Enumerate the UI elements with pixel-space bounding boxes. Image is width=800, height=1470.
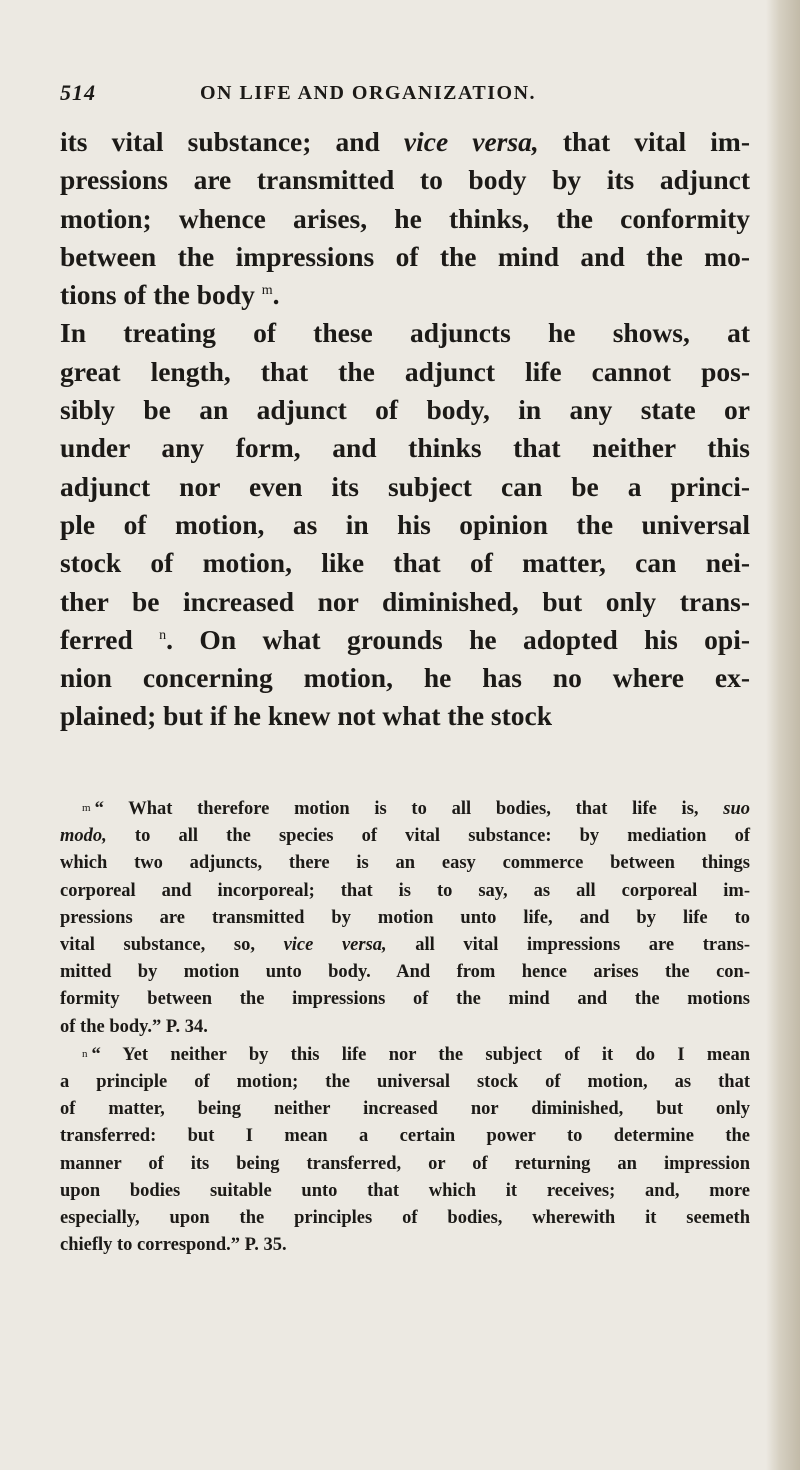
footnote-m — [60, 795, 750, 1041]
footnote-line: corporeal and incorporeal; that is to say, as all corporeal im- — [60, 880, 750, 901]
text-line: sibly be an adjunct of body, in any state or — [60, 394, 750, 426]
text-line: under any form, and thinks that neither this — [60, 432, 750, 464]
text-line: great length, that the adjunct life cannot pos- — [60, 355, 750, 387]
footnote-line: chiefly to correspond.” P. 35. — [60, 1235, 287, 1256]
footnote-ref-n: n — [159, 627, 167, 643]
footnote-line: of matter, being neither increased nor diminished, but only — [60, 1099, 750, 1120]
footnote-line: transferred: but I mean a certain power to determine the — [60, 1126, 750, 1147]
text-line: its vital substance; and vice versa, that vital im- — [60, 126, 750, 157]
text-line: pressions are transmitted to body by its adjunct — [60, 164, 750, 196]
footnote-line: n “ Yet neither by this life nor the subject of it do I mean — [82, 1044, 750, 1065]
footnote-line: upon bodies suitable unto that which it receives; and, more — [60, 1180, 750, 1201]
footnote-mark-m: m — [82, 802, 91, 814]
text-line: In treating of these adjuncts he shows, at — [60, 317, 750, 349]
footnote-line: vital substance, so, vice versa, all vital impressions are trans- — [60, 935, 750, 956]
text-line: ple of motion, as in his opinion the universal — [60, 508, 750, 540]
footnote-line: manner of its being transferred, or of returning an impression — [60, 1153, 750, 1174]
page-edge-shadow — [766, 0, 800, 1470]
text-line: ther be increased nor diminished, but only trans- — [60, 585, 750, 617]
text-line: motion; whence arises, he thinks, the conformity — [60, 202, 750, 234]
footnote-line: especially, upon the principles of bodies, wherewith it seemeth — [60, 1208, 750, 1229]
footnote-line: m “ What therefore motion is to all bodies, that life is, suo — [82, 799, 750, 819]
page-number: 514 — [60, 80, 96, 105]
footnote-line: formity between the impressions of the mind and the motions — [60, 989, 750, 1010]
text-line: stock of motion, like that of matter, can nei- — [60, 547, 750, 579]
running-head: ON LIFE AND ORGANIZATION. — [200, 82, 537, 104]
text-line: adjunct nor even its subject can be a princi- — [60, 470, 750, 502]
text-line: between the impressions of the mind and the mo- — [60, 240, 750, 272]
footnote-line: pressions are transmitted by motion unto life, and by life to — [60, 907, 750, 928]
text-line: ferred $^n$. On what grounds he adopted his opi- — [60, 623, 751, 655]
footnote-line: of the body.” P. 34. — [60, 1016, 208, 1037]
text-line: tions of the body $^m$. — [60, 279, 280, 311]
footnotes — [60, 795, 750, 1259]
footnote-ref-m: m — [261, 283, 273, 299]
footnote-mark-n: n — [82, 1047, 88, 1060]
footnote-line: which two adjuncts, there is an easy commerce between things — [60, 853, 750, 874]
main-text — [60, 123, 750, 736]
footnote-line: modo, to all the species of vital substance: by mediation of — [60, 826, 751, 847]
footnote-line: mitted by motion unto body. And from hence arises the con- — [60, 962, 750, 983]
text-line: nion concerning motion, he has no where ex- — [60, 662, 750, 694]
footnote-n — [60, 1041, 750, 1260]
text-line: plained; but if he knew not what the stock — [60, 700, 553, 732]
page-header — [60, 80, 750, 116]
footnote-line: a principle of motion; the universal stock of motion, as that — [60, 1072, 750, 1093]
